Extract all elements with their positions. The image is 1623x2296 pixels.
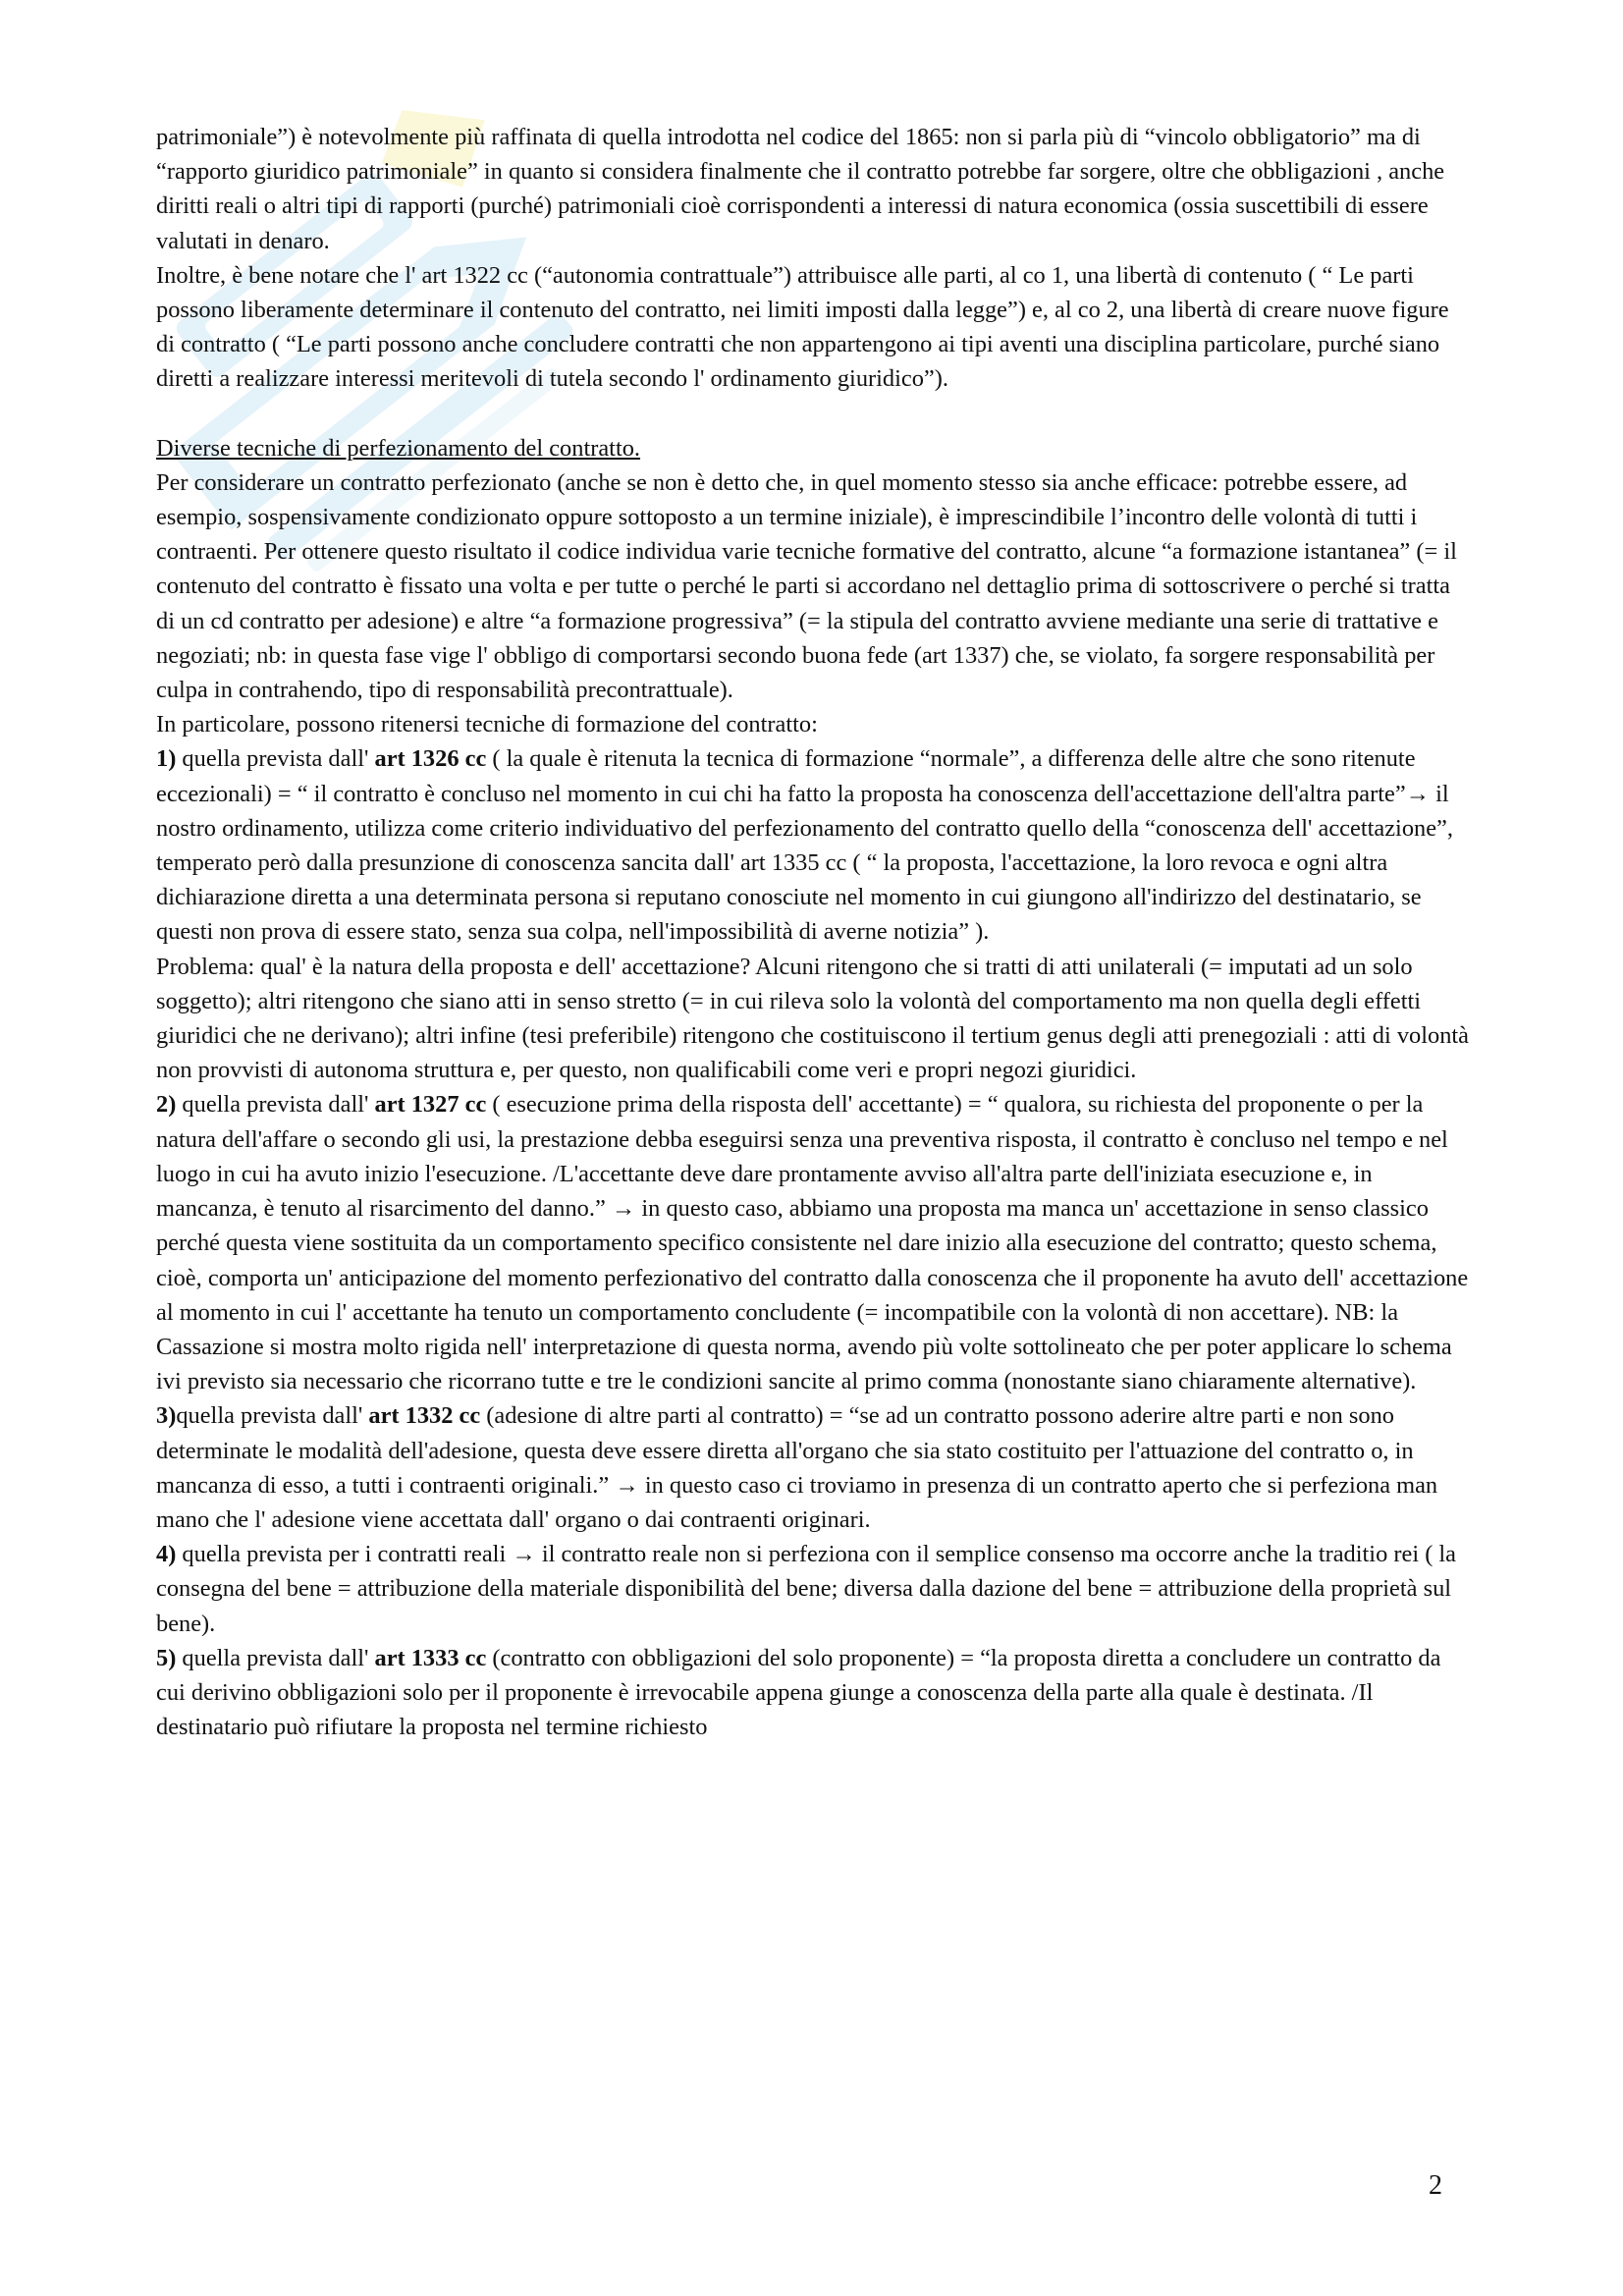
paragraph-intro-2-text: Inoltre, è bene notare che l' art 1322 cc (“autonomia contrattuale”) attribuisce alle parti, al co 1, una libertà di contenuto ( “ Le parti possono liberamente determinare il contenuto del contratto, nei limiti imposti dalla legge”) e, al co 2, una libertà di creare nuove figure di contratto ( “Le parti possono anche concludere contratti che non appartengono ai tipi aventi una disciplina particolare, purché siano diretti a realizzare interessi meritevoli di tutela secondo l' ordinamento giuridico”). bbox=[156, 261, 1449, 393]
list-item-2-number: 2) bbox=[156, 1091, 177, 1119]
list-item-4-text: quella prevista per i contratti reali → il contratto reale non si perfeziona con il semplice consenso ma occorre anche la traditio rei ( la consegna del bene = attribuzione della materiale disponibilità del bene; diversa dalla dazione del bene = attribuzione della proprietà sul bene). bbox=[156, 1541, 1457, 1637]
list-item-3 bbox=[156, 1398, 1472, 1537]
page-number: 2 bbox=[1429, 2170, 1442, 2201]
list-item-5 bbox=[156, 1641, 1472, 1745]
list-item-4-number: 4) bbox=[156, 1541, 177, 1568]
list-item-1-text: ( la quale è ritenuta la tecnica di formazione “normale”, a differenza delle altre che sono ritenute eccezionali) = “ il contratto è concluso nel momento in cui chi ha fatto la proposta ha conoscenza dell'accettazione dell'altra parte”→ il nostro ordinamento, utilizza come criterio individuativo del perfezionamento del contratto quello della “conoscenza dell' accettazione”, temperato però dalla presunzione di conoscenza sancita dall' art 1335 cc ( “ la proposta, l'accettazione, la loro revoca e ogni altra dichiarazione diretta a una determinata persona si reputano conosciute nel momento in cui giungono all'indirizzo del destinatario, se questi non prova di essere stato, senza sua colpa, nell'impossibilità di averne notizia” ). bbox=[156, 745, 1453, 946]
list-item-3-lead: quella prevista dall' bbox=[176, 1402, 369, 1430]
list-item-2-lead: quella prevista dall' bbox=[176, 1091, 375, 1119]
paragraph-intro-1 bbox=[156, 120, 1472, 258]
page-body bbox=[156, 120, 1472, 1744]
section-heading: Diverse tecniche di perfezionamento del contratto. bbox=[156, 434, 641, 462]
list-item-3-article: art 1332 cc bbox=[368, 1402, 481, 1430]
list-item-5-article: art 1333 cc bbox=[374, 1644, 487, 1671]
list-item-1-number: 1) bbox=[156, 745, 177, 773]
paragraph-problema-text: Problema: qual' è la natura della proposta e dell' accettazione? Alcuni ritengono che si tratti di atti unilaterali (= imputati ad un solo soggetto); altri ritengono che siano atti in senso stretto (= in cui rileva solo la volontà del comportamento ma non quella degli effetti giuridici che ne derivano); altri infine (tesi preferibile) ritengono che costituiscono il tertium genus degli atti prenegoziali : atti di volontà non provvisti di autonoma struttura e, per questo, non qualificabili come veri e propri negozi giuridici. bbox=[156, 953, 1470, 1084]
list-item-4 bbox=[156, 1537, 1472, 1641]
paragraph-intro-2 bbox=[156, 258, 1472, 397]
list-item-1-lead: quella prevista dall' bbox=[176, 745, 375, 773]
paragraph-gap bbox=[156, 397, 1472, 431]
paragraph-intro-1-text: patrimoniale”) è notevolmente più raffinata di quella introdotta nel codice del 1865: non si parla più di “vincolo obbligatorio” ma di “rapporto giuridico patrimoniale” in quanto si considera finalmente che il contratto potrebbe far sorgere, oltre che obbligazioni , anche diritti reali o altri tipi di rapporti (purché) patrimoniali cioè corrispondenti a interessi di natura economica (ossia suscettibili di essere valutati in denaro. bbox=[156, 124, 1445, 254]
paragraph-particolare-text: In particolare, possono ritenersi tecniche di formazione del contratto: bbox=[156, 711, 818, 738]
paragraph-problema bbox=[156, 950, 1472, 1088]
list-item-2-text: ( esecuzione prima della risposta dell' accettante) = “ qualora, su richiesta del proponente o per la natura dell'affare o secondo gli usi, la prestazione debba eseguirsi senza una preventiva risposta, il contratto è concluso nel tempo e nel luogo in cui ha avuto inizio l'esecuzione. /L'accettante deve dare prontamente avviso all'altra parte dell'iniziata esecuzione e, in mancanza, è tenuto al risarcimento del danno.” → in questo caso, abbiamo una proposta ma manca un' accettazione in senso classico perché questa viene sostituita da un comportamento specifico consistente nel dare inizio alla esecuzione del contratto; questo schema, cioè, comporta un' anticipazione del momento perfezionativo del contratto dalla conoscenza che il proponente ha avuto dell' accettazione al momento in cui l' accettante ha tenuto un comportamento concludente (= incompatibile con la volontà di non accettare). NB: la Cassazione si mostra molto rigida nell' interpretazione di questa norma, avendo più volte sottolineato che per poter applicare lo schema ivi previsto sia necessario che ricorrano tutte e tre le condizioni sancite al primo comma (nonostante siano chiaramente alternative). bbox=[156, 1091, 1469, 1395]
list-item-3-number: 3) bbox=[156, 1402, 177, 1430]
list-item-5-number: 5) bbox=[156, 1644, 177, 1671]
paragraph-tecniche-text: Per considerare un contratto perfezionato (anche se non è detto che, in quel momento stesso sia anche efficace: potrebbe essere, ad esempio, sospensivamente condizionato oppure sottoposto a un termine iniziale), è imprescindibile l’incontro delle volontà di tutti i contraenti. Per ottenere questo risultato il codice individua varie tecniche formative del contratto, alcune “a formazione istantanea” (= il contenuto del contratto è fissato una volta e per tutte o perché le parti si accordano nel dettaglio prima di sottoscrivere o perché si tratta di un cd contratto per adesione) e altre “a formazione progressiva” (= la stipula del contratto avviene mediante una serie di trattative e negoziati; nb: in questa fase vige l' obbligo di comportarsi secondo buona fede (art 1337) che, se violato, fa sorgere responsabilità per culpa in contrahendo, tipo di responsabilità precontrattuale). bbox=[156, 468, 1457, 704]
list-item-5-lead: quella prevista dall' bbox=[176, 1644, 375, 1671]
list-item-2-article: art 1327 cc bbox=[374, 1091, 487, 1119]
list-item-1-article: art 1326 cc bbox=[374, 745, 487, 773]
paragraph-tecniche bbox=[156, 465, 1472, 707]
list-item-5-text: (contratto con obbligazioni del solo proponente) = “la proposta diretta a concludere un contratto da cui derivino obbligazioni solo per il proponente è irrevocabile appena giunge a conoscenza della parte alla quale è destinata. /Il destinatario può rifiutare la proposta nel termine richiesto bbox=[156, 1644, 1441, 1741]
list-item-1 bbox=[156, 741, 1472, 949]
paragraph-particolare bbox=[156, 707, 1472, 741]
list-item-3-text: (adesione di altre parti al contratto) = “se ad un contratto possono aderire altre parti e non sono determinate le modalità dell'adesione, questa deve essere diretta all'organo che sia stato costituito per l'attuazione del contratto o, in mancanza di esso, a tutti i contraenti originali.” → in questo caso ci troviamo in presenza di un contratto aperto che si perfeziona man mano che l' adesione viene accettata dall' organo o dai contraenti originari. bbox=[156, 1402, 1438, 1533]
list-item-2 bbox=[156, 1087, 1472, 1398]
